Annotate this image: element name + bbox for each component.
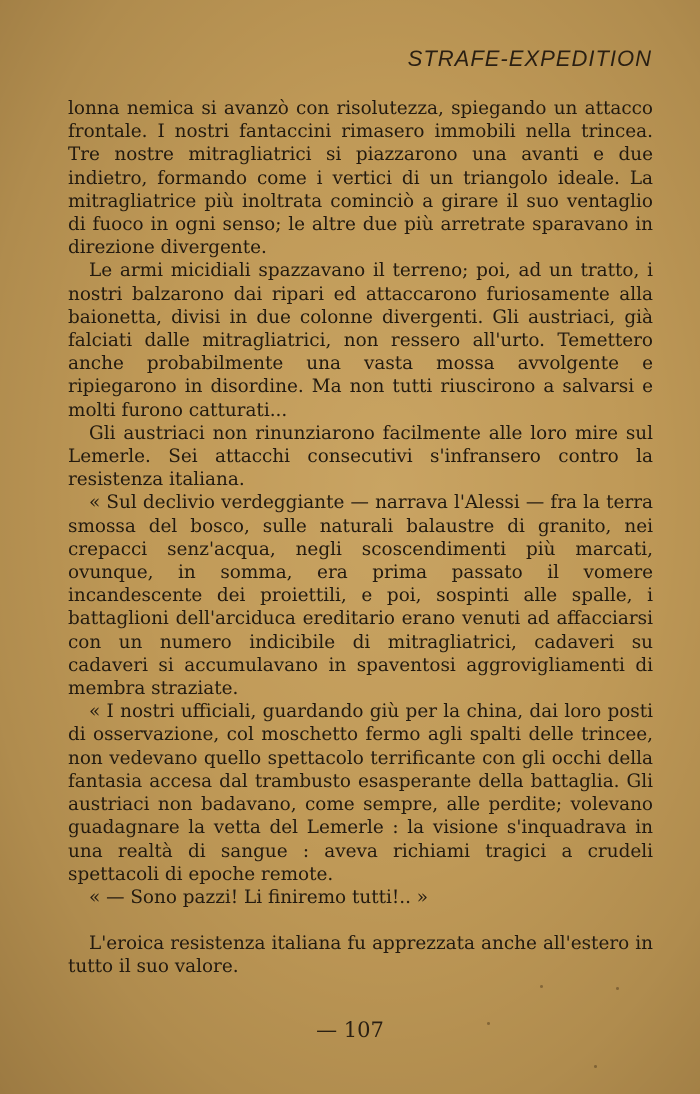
paragraph-7: L'eroica resistenza italiana fu apprezzata anche all'estero in tutto il suo valore. (68, 933, 653, 978)
paper-speck (594, 1065, 597, 1068)
paragraph-5: « I nostri ufficiali, guardando giù per la china, dai loro posti di osservazione, col moschetto fermo agli spalti delle trincee, non vedevano quello spettacolo terrificante con gli occhi della fantasia accesa dal trambusto esasperante della battaglia. Gli austriaci non badavano, come sempre, alle perdite; volevano guadagnare la vetta del Lemerle : la visione s'inquadrava in una realtà di sangue : aveva richiami tragici a crudeli spettacoli di epoche remote. (68, 701, 653, 885)
paper-speck (616, 987, 619, 990)
paragraph-3: Gli austriaci non rinunziarono facilmente alle loro mire sul Lemerle. Sei attacchi consecutivi s'infransero contro la resistenza italiana. (68, 422, 653, 491)
paragraph-4: « Sul declivio verdeggiante — narrava l'Alessi — fra la terra smossa del bosco, sulle naturali balaustre di granito, nei crepacci senz'acqua, negli scoscendimenti più marcati, ovunque, in somma, era prima passato il vomere incandescente dei proiettili, e poi, sospinti alle spalle, i battaglioni dell'arciduca ereditario erano venuti ad affacciarsi con un numero indicibile di mitragliatrici, cadaveri su cadaveri si accumulavano in spaventosi aggrovigliamenti di membra straziate. (68, 492, 653, 700)
paragraph-2: Le armi micidiali spazzavano il terreno; poi, ad un tratto, i nostri balzarono dai ripari ed attaccarono furiosamente alla baionetta, divisi in due colonne divergenti. Gli austriaci, già falciati dalle mitragliatrici, non ressero all'urto. Temettero anche probabilmente una vasta mossa avvolgente e ripiegarono in disordine. Ma non tutti riuscirono a salvarsi e molti furono catturati... (68, 260, 653, 421)
body-text (68, 97, 653, 979)
paper-speck (540, 985, 543, 988)
running-head: STRAFE-EXPEDITION (407, 46, 652, 71)
page-number: — 107 (316, 1018, 384, 1042)
paper-speck (487, 1022, 490, 1025)
paragraph-1: lonna nemica si avanzò con risolutezza, spiegando un attacco frontale. I nostri fantaccini rimasero immobili nella trincea. Tre nostre mitragliatrici si piazzarono una avanti e due indietro, formando come i vertici di un triangolo ideale. La mitragliatrice più inoltrata cominciò a girare il suo ventaglio di fuoco in ogni senso; le altre due più arretrate sparavano in direzione divergente. (68, 98, 653, 259)
paragraph-6: « — Sono pazzi! Li finiremo tutti!.. » (89, 886, 429, 908)
